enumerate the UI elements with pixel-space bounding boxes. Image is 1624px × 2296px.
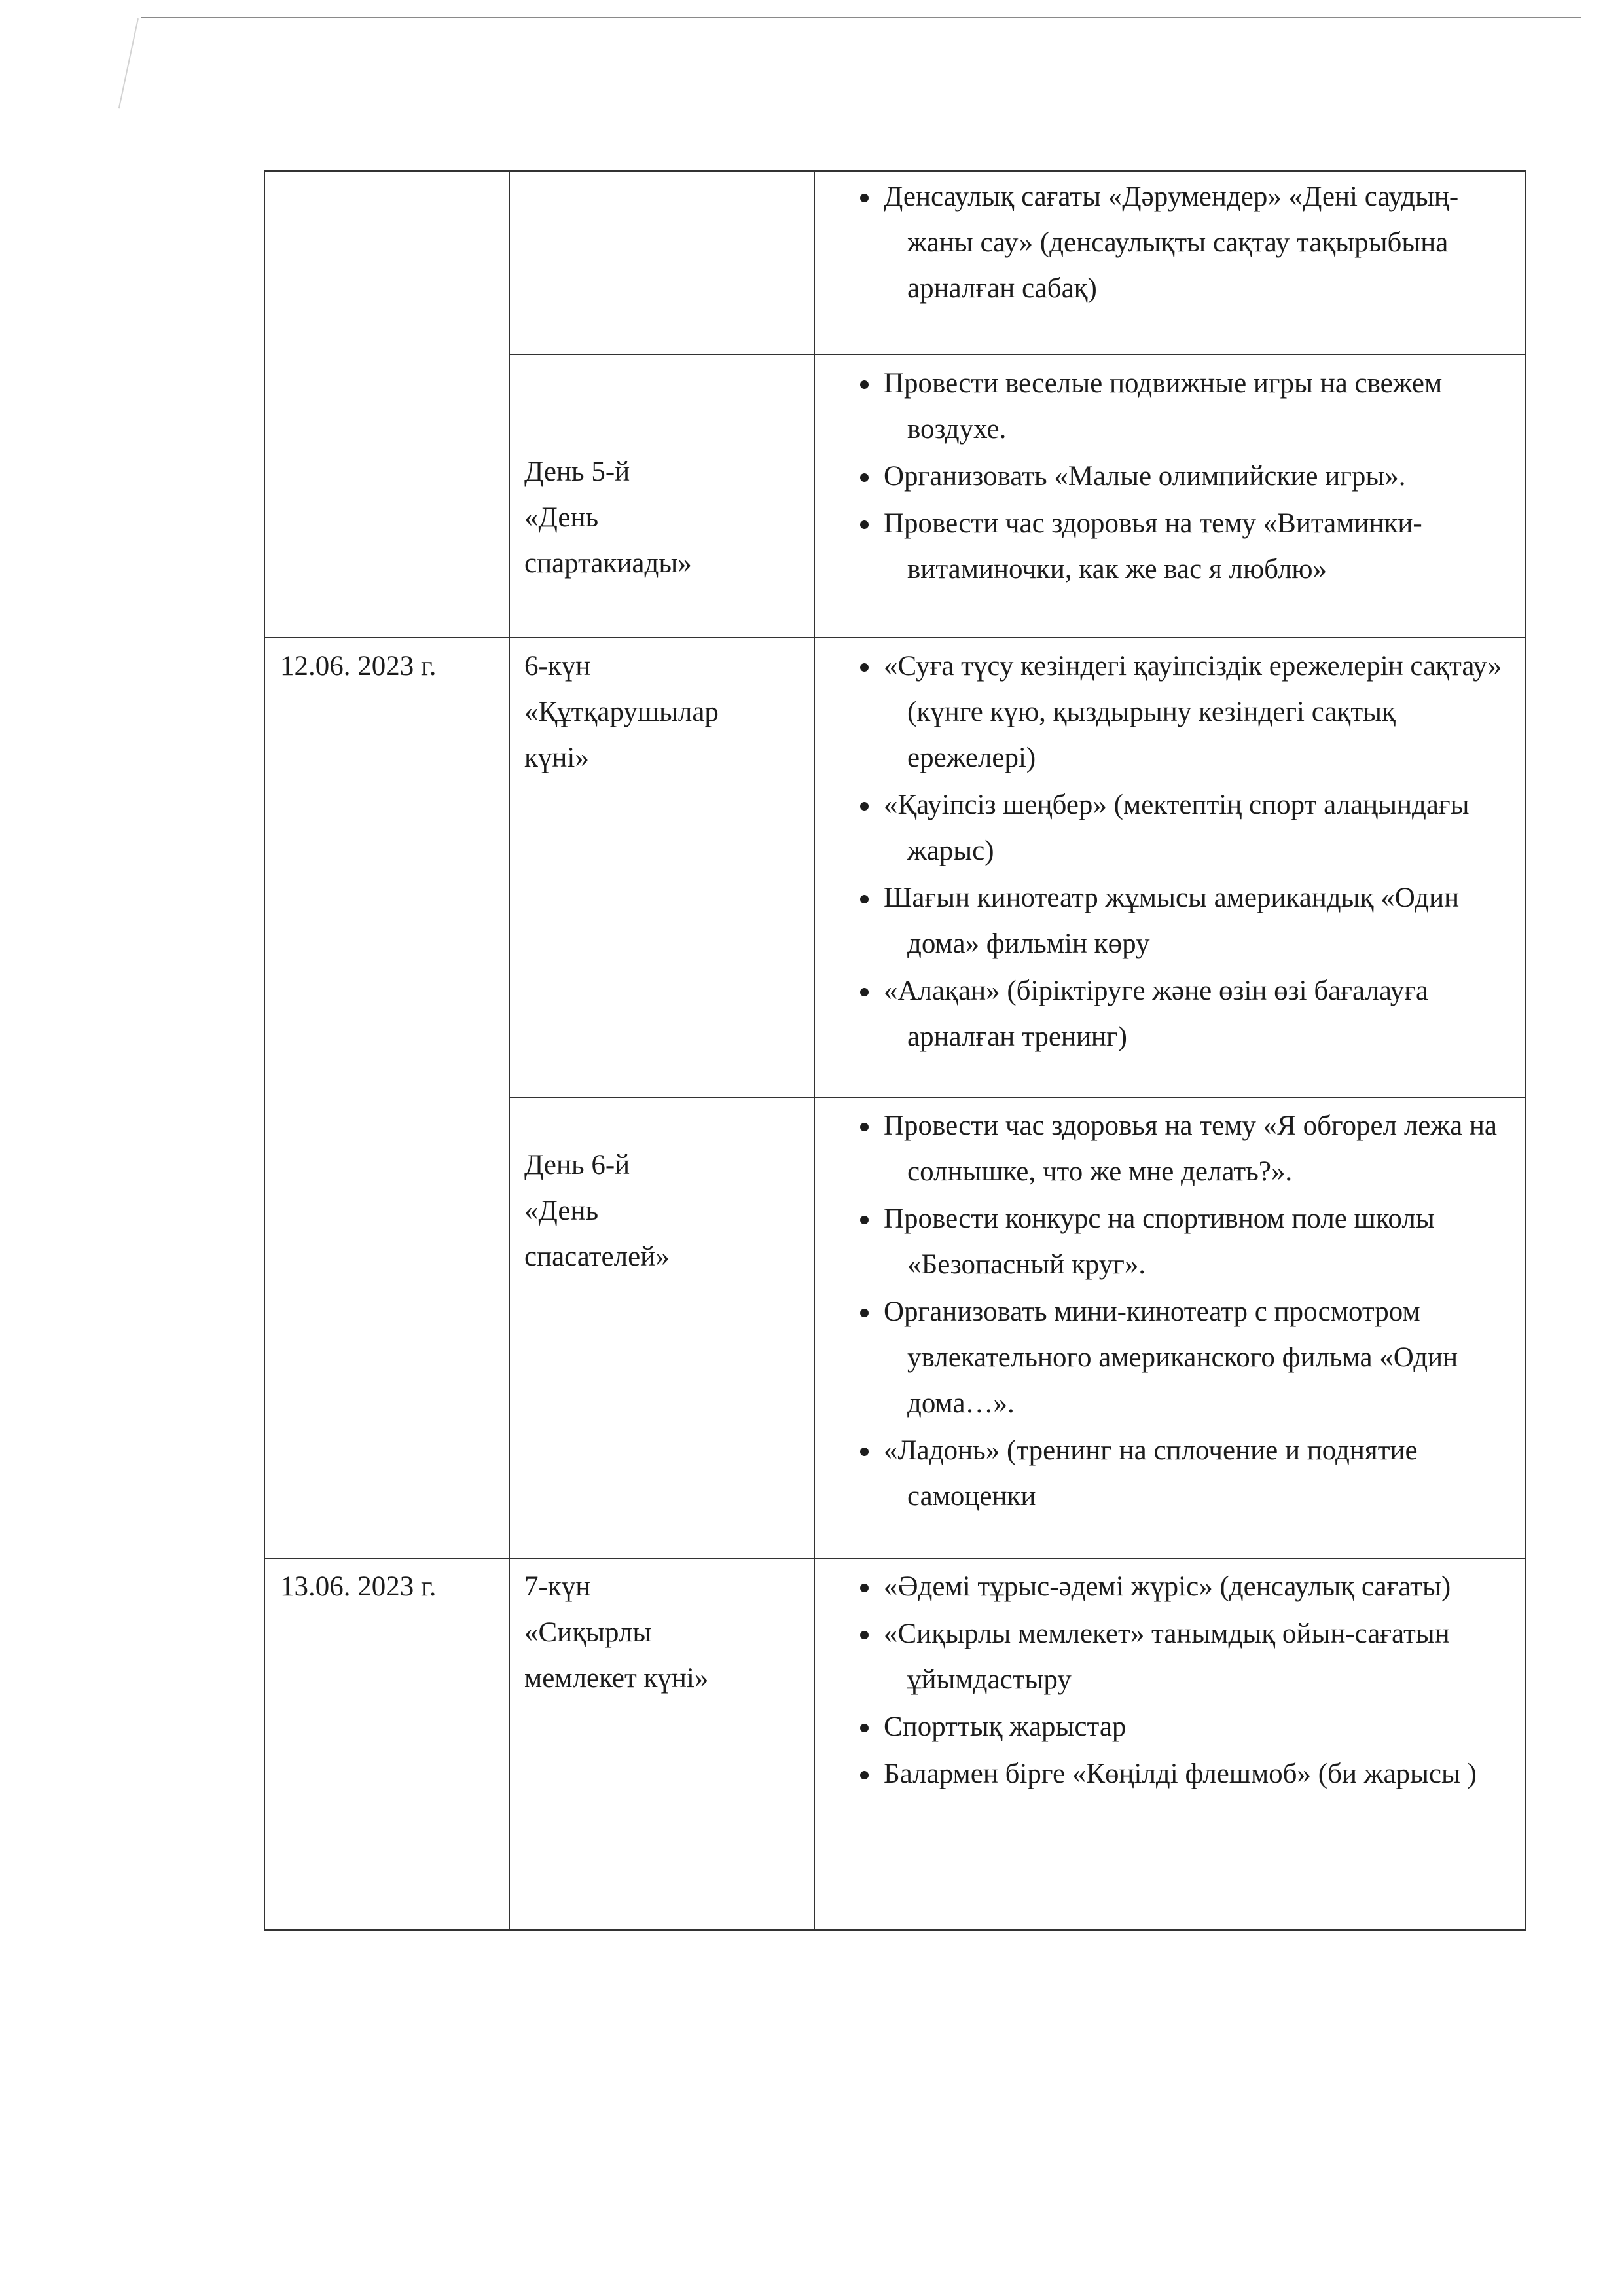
activities-cell [814, 638, 1525, 1097]
list-item: «Ладонь» (тренинг на сплочение и поднятие самоценки [884, 1428, 1513, 1520]
day-cell [509, 1558, 814, 1930]
day-cell [509, 355, 814, 638]
date-cell [264, 171, 509, 638]
activity-list [815, 172, 1525, 312]
day-line: күні» [524, 742, 589, 773]
list-item: «Қауіпсіз шеңбер» (мектептің спорт алаңындағы жарыс) [884, 782, 1513, 874]
list-item: Провести веселые подвижные игры на свежем воздухе. [884, 361, 1513, 452]
day-cell [509, 1097, 814, 1558]
day-line: мемлекет күні» [524, 1663, 709, 1694]
list-item: «Алақан» (біріктіруге және өзін өзі бағалауға арналған тренинг) [884, 968, 1513, 1060]
day-cell [509, 171, 814, 355]
activity-list [815, 1559, 1525, 1797]
list-item: Провести конкурс на спортивном поле школы «Безопасный круг». [884, 1196, 1513, 1288]
day-line: 6-күн [524, 651, 591, 682]
schedule-table [264, 170, 1526, 1931]
list-item: Балармен бірге «Көңілді флешмоб» (би жарысы ) [884, 1751, 1513, 1797]
scan-edge-shadow [118, 18, 139, 108]
list-item: Шағын кинотеатр жұмысы американдық «Один дома» фильмін көру [884, 875, 1513, 967]
date-cell [264, 1558, 509, 1930]
activity-list [815, 638, 1525, 1060]
activities-cell [814, 355, 1525, 638]
day-line: спартакиады» [524, 548, 692, 579]
list-item: Провести час здоровья на тему «Витаминки-витаминочки, как же вас я люблю» [884, 501, 1513, 592]
day-line: День 6-й [524, 1150, 630, 1180]
list-item: Организовать мини-кинотеатр с просмотром увлекательного американского фильма «Один дома…». [884, 1289, 1513, 1427]
date-text: 13.06. 2023 г. [280, 1571, 437, 1602]
day-line: «Құтқарушылар [524, 697, 719, 727]
scan-edge-line [141, 17, 1581, 18]
activities-cell [814, 171, 1525, 355]
list-item: «Сиқырлы мемлекет» танымдық ойын-сағатын ұйымдастыру [884, 1611, 1513, 1703]
activities-cell [814, 1097, 1525, 1558]
list-item: Организовать «Малые олимпийские игры». [884, 454, 1513, 500]
activity-list [815, 355, 1525, 592]
list-item: Провести час здоровья на тему «Я обгорел лежа на солнышке, что же мне делать?». [884, 1103, 1513, 1195]
list-item: «Суға түсу кезіндегі қауіпсіздік ережелерін сақтау» (күнге күю, қыздырыну кезіндегі сақтық ережелері) [884, 644, 1513, 781]
day-line: «День [524, 1195, 599, 1226]
day-line: «Сиқырлы [524, 1617, 652, 1648]
day-line: «День [524, 502, 599, 533]
table-row [264, 171, 1525, 355]
date-text: 12.06. 2023 г. [280, 651, 437, 682]
day-line: День 5-й [524, 456, 630, 487]
table-row [264, 1558, 1525, 1930]
day-cell [509, 638, 814, 1097]
list-item: «Әдемі тұрыс-әдемі жүріс» (денсаулық сағаты) [884, 1564, 1513, 1610]
list-item: Спорттық жарыстар [884, 1704, 1513, 1750]
table-row [264, 638, 1525, 1097]
day-line: спасателей» [524, 1241, 670, 1272]
list-item: Денсаулық сағаты «Дәрумендер» «Дені саудың-жаны сау» (денсаулықты сақтау тақырыбына арналған сабақ) [884, 174, 1513, 312]
activity-list [815, 1098, 1525, 1520]
activities-cell [814, 1558, 1525, 1930]
date-cell [264, 638, 509, 1558]
day-line: 7-күн [524, 1571, 591, 1602]
